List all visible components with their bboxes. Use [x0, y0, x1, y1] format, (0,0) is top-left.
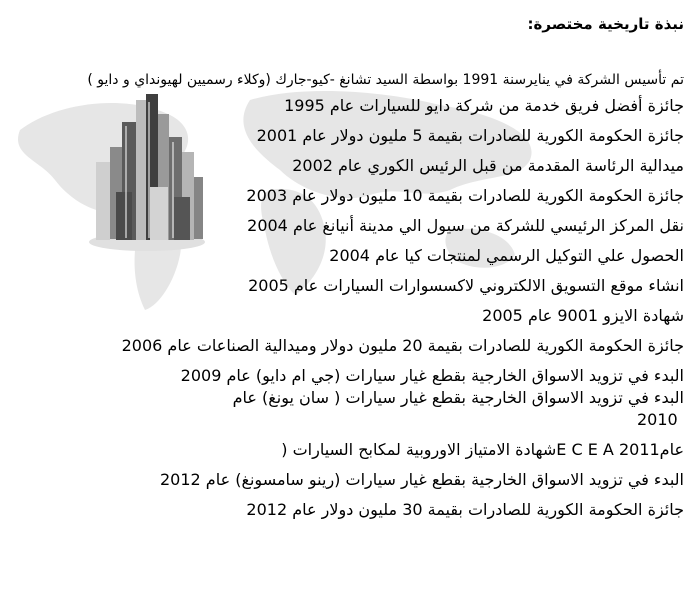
- history-item: الحصول علي التوكيل الرسمي لمنتجات كيا عام 2004: [329, 246, 684, 265]
- history-item: جائزة أفضل فريق خدمة من شركة دايو للسيارات عام 1995: [284, 96, 684, 115]
- history-item: جائزة الحكومة الكورية للصادرات بقيمة 5 مليون دولار عام 2001: [256, 126, 684, 145]
- section-heading: نبذة تاريخية مختصرة:: [527, 15, 684, 33]
- history-item: انشاء موقع التسويق الالكتروني لاكسسوارات السيارات عام 2005: [248, 276, 684, 295]
- history-item: البدء في تزويد الاسواق الخارجية بقطع غيار سيارات (جي ام دايو) عام 2009: [180, 366, 684, 385]
- history-item: شهادة الايزو 9001 عام 2005: [482, 306, 684, 325]
- history-item: البدء في تزويد الاسواق الخارجية بقطع غيار سيارات (رينو سامسونغ) عام 2012: [160, 470, 684, 489]
- history-item: نقل المركز الرئيسي للشركة من سيول الي مدينة أنيانغ عام 2004: [247, 216, 684, 235]
- history-item: البدء في تزويد الاسواق الخارجية بقطع غيار سيارات ( سان يونغ) عام: [232, 388, 684, 407]
- history-item: عام2011 E C E Aشهادة الامتياز الاوروبية لمكابح السيارات (: [281, 440, 684, 459]
- history-item: جائزة الحكومة الكورية للصادرات بقيمة 30 مليون دولار عام 2012: [246, 500, 684, 519]
- history-item: ميدالية الرئاسة المقدمة من قبل الرئيس الكوري عام 2002: [292, 156, 684, 175]
- history-item-year: 2010: [637, 410, 678, 429]
- history-item: جائزة الحكومة الكورية للصادرات بقيمة 20 مليون دولار وميدالية الصناعات عام 2006: [121, 336, 684, 355]
- history-item: جائزة الحكومة الكورية للصادرات بقيمة 10 مليون دولار عام 2003: [246, 186, 684, 205]
- history-text-block: [4, 0, 684, 520]
- intro-line: تم تأسيس الشركة في ينايرسنة 1991 بواسطة السيد تشانغ -كيو-جارك (وكلاء رسميين لهيونداي و دايو ): [87, 72, 684, 88]
